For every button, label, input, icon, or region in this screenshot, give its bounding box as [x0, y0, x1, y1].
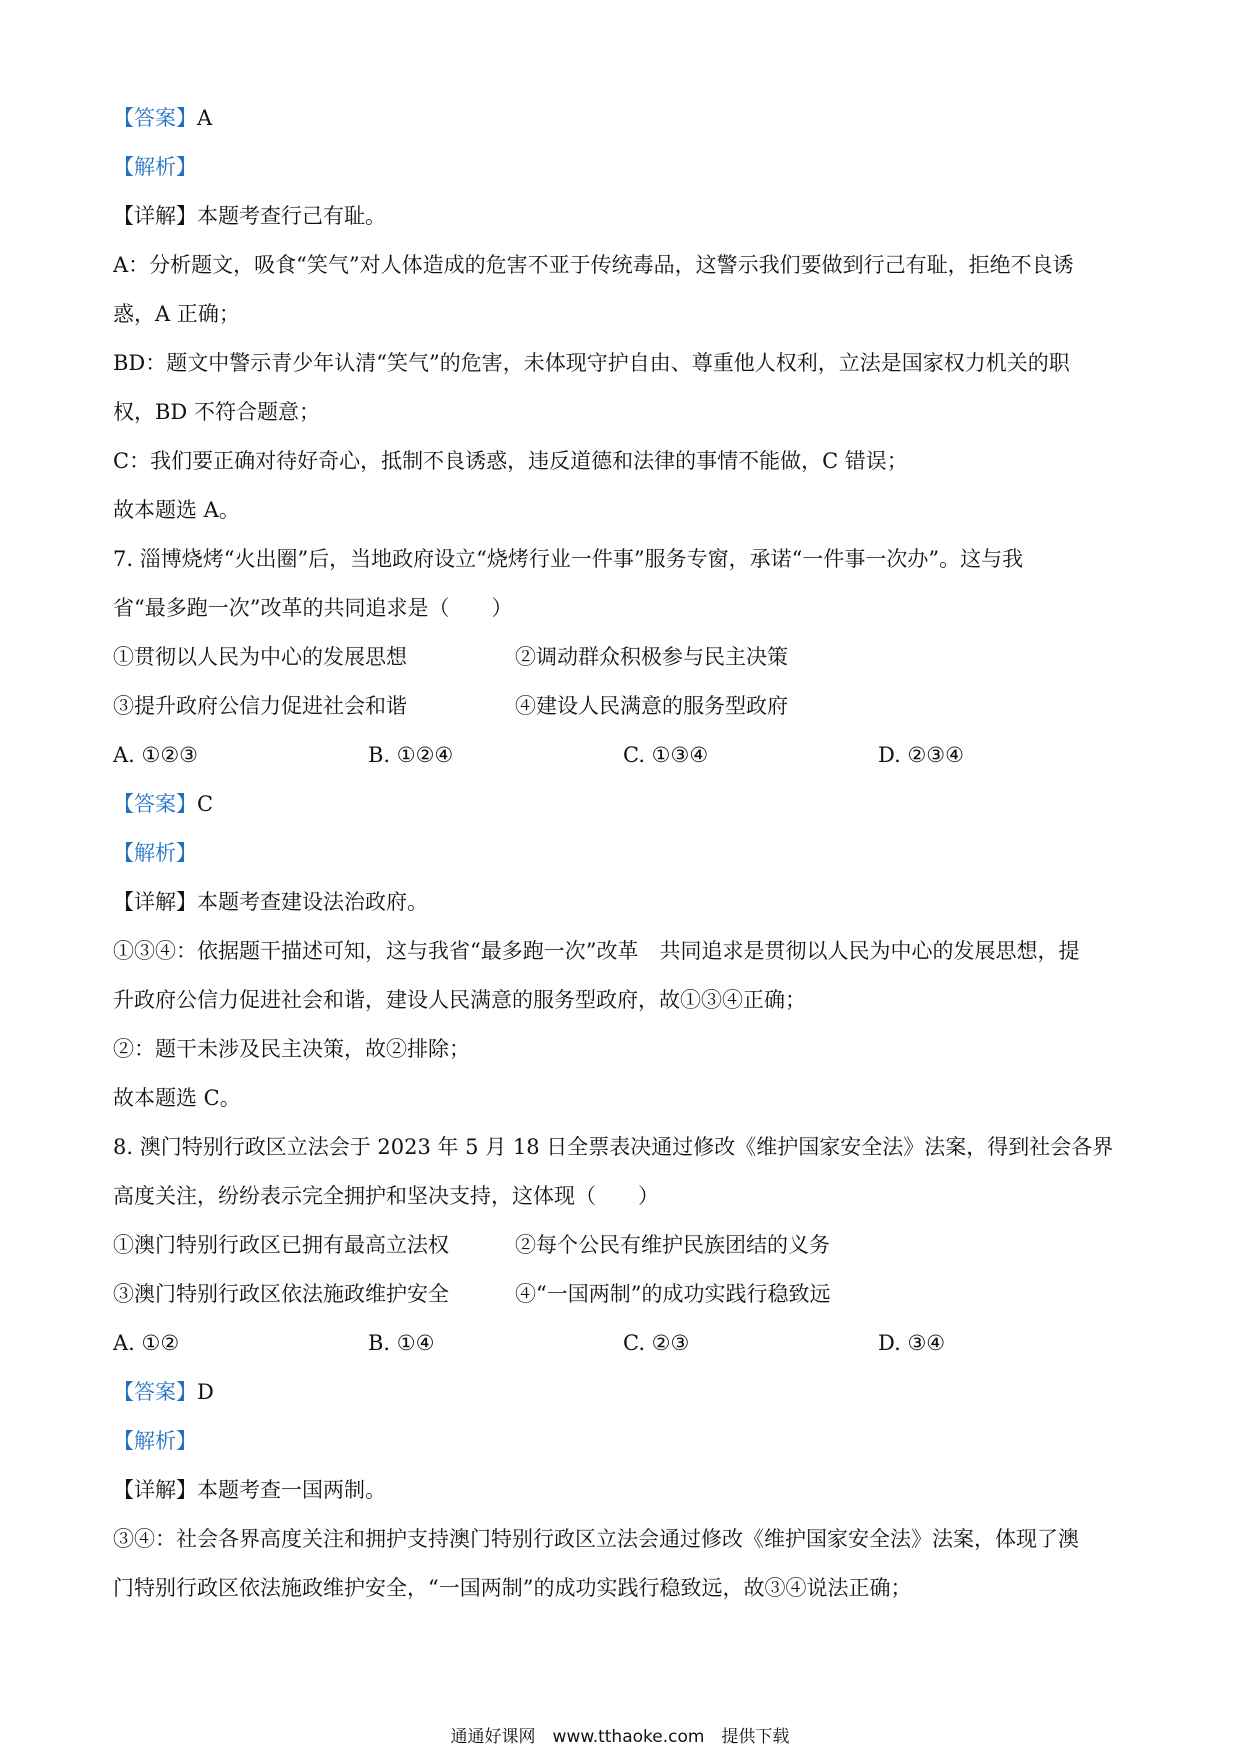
q7-option-3: ③提升政府公信力促进社会和谐 [113, 694, 407, 718]
q8-choice-b: B. ①④ [368, 1331, 435, 1355]
q8-stem-line1: 8. 澳门特别行政区立法会于 2023 年 5 月 18 日全票表决通过修改《维护国家安全法》法案，得到社会各界 [113, 1135, 1114, 1159]
analysis-tag: 【解析】 [113, 841, 197, 865]
q7-conclusion: 故本题选 C。 [113, 1086, 241, 1110]
q7-options-row2 [113, 690, 1133, 739]
q6-explanation-bd-line1: BD：题文中警示青少年认清“笑气”的危害，未体现守护自由、尊重他人权利，立法是国家权力机关的职 [113, 351, 1070, 375]
q8-choice-c: C. ②③ [623, 1331, 690, 1355]
q7-explanation-line3: ②：题干未涉及民主决策，故②排除； [113, 1037, 470, 1061]
q6-explanation-a-line1: A：分析题文，吸食“笑气”对人体造成的危害不亚于传统毒品，这警示我们要做到行己有耻，拒绝不良诱 [113, 253, 1074, 277]
q7-choice-c: C. ①③④ [623, 743, 709, 767]
answer-tag: 【答案】 [113, 792, 197, 816]
q7-option-2: ②调动群众积极参与民主决策 [515, 645, 788, 669]
q8-stem-line2: 高度关注，纷纷表示完全拥护和坚决支持，这体现（ ） [113, 1184, 659, 1208]
detail-tag: 【详解】 [113, 204, 197, 228]
q6-answer [113, 102, 1133, 151]
q6-detail [113, 200, 1133, 249]
answer-value: A [197, 106, 213, 130]
q7-analysis-heading [113, 837, 1133, 886]
q8-option-3: ③澳门特别行政区依法施政维护安全 [113, 1282, 449, 1306]
q7-choice-a: A. ①②③ [113, 743, 198, 767]
q7-explanation-line2: 升政府公信力促进社会和谐，建设人民满意的服务型政府，故①③④正确； [113, 988, 806, 1012]
q8-explanation-line1: ③④：社会各界高度关注和拥护支持澳门特别行政区立法会通过修改《维护国家安全法》法案，体现了澳 [113, 1527, 1079, 1551]
answer-tag: 【答案】 [113, 1380, 197, 1404]
q8-options-row2 [113, 1278, 1133, 1327]
q8-choices [113, 1327, 1133, 1376]
q6-analysis-heading [113, 151, 1133, 200]
q8-explanation-line2: 门特别行政区依法施政维护安全，“一国两制”的成功实践行稳致远，故③④说法正确； [113, 1576, 912, 1600]
q8-detail [113, 1474, 1133, 1523]
q7-stem-line1: 7. 淄博烧烤“火出圈”后，当地政府设立“烧烤行业一件事”服务专窗，承诺“一件事一次办”。这与我 [113, 547, 1024, 571]
detail-tag: 【详解】 [113, 890, 197, 914]
q7-detail [113, 886, 1133, 935]
answer-value: C [197, 792, 214, 816]
q7-options-row1 [113, 641, 1133, 690]
q8-option-2: ②每个公民有维护民族团结的义务 [515, 1233, 830, 1257]
detail-text: 本题考查行己有耻。 [197, 204, 386, 228]
q8-answer [113, 1376, 1133, 1425]
q7-option-1: ①贯彻以人民为中心的发展思想 [113, 645, 407, 669]
q8-options-row1 [113, 1229, 1133, 1278]
q6-explanation-a-line2: 惑，A 正确； [113, 302, 240, 326]
q6-explanation-c: C：我们要正确对待好奇心，抵制不良诱惑，违反道德和法律的事情不能做，C 错误； [113, 449, 908, 473]
q7-answer [113, 788, 1133, 837]
q7-choice-d: D. ②③④ [878, 743, 964, 767]
detail-text: 本题考查建设法治政府。 [197, 890, 428, 914]
q7-option-4: ④建设人民满意的服务型政府 [515, 694, 788, 718]
q8-choice-a: A. ①② [113, 1331, 180, 1355]
q8-choice-d: D. ③④ [878, 1331, 946, 1355]
document-content [113, 102, 1133, 1621]
q7-stem-line2: 省“最多跑一次”改革的共同追求是（ ） [113, 596, 513, 620]
q8-option-1: ①澳门特别行政区已拥有最高立法权 [113, 1233, 449, 1257]
analysis-tag: 【解析】 [113, 1429, 197, 1453]
q7-explanation-line1: ①③④：依据题干描述可知，这与我省“最多跑一次”改革 共同追求是贯彻以人民为中心的发展思想，提 [113, 939, 1080, 963]
analysis-tag: 【解析】 [113, 155, 197, 179]
q6-conclusion: 故本题选 A。 [113, 498, 240, 522]
q8-analysis-heading [113, 1425, 1133, 1474]
detail-tag: 【详解】 [113, 1478, 197, 1502]
answer-tag: 【答案】 [113, 106, 197, 130]
answer-value: D [197, 1380, 214, 1404]
q6-explanation-bd-line2: 权，BD 不符合题意； [113, 400, 320, 424]
q8-option-4: ④“一国两制”的成功实践行稳致远 [515, 1282, 831, 1306]
detail-text: 本题考查一国两制。 [197, 1478, 386, 1502]
q7-choice-b: B. ①②④ [368, 743, 454, 767]
q7-choices [113, 739, 1133, 788]
page-footer: 通通好课网 www.tthaoke.com 提供下载 [450, 1727, 790, 1747]
